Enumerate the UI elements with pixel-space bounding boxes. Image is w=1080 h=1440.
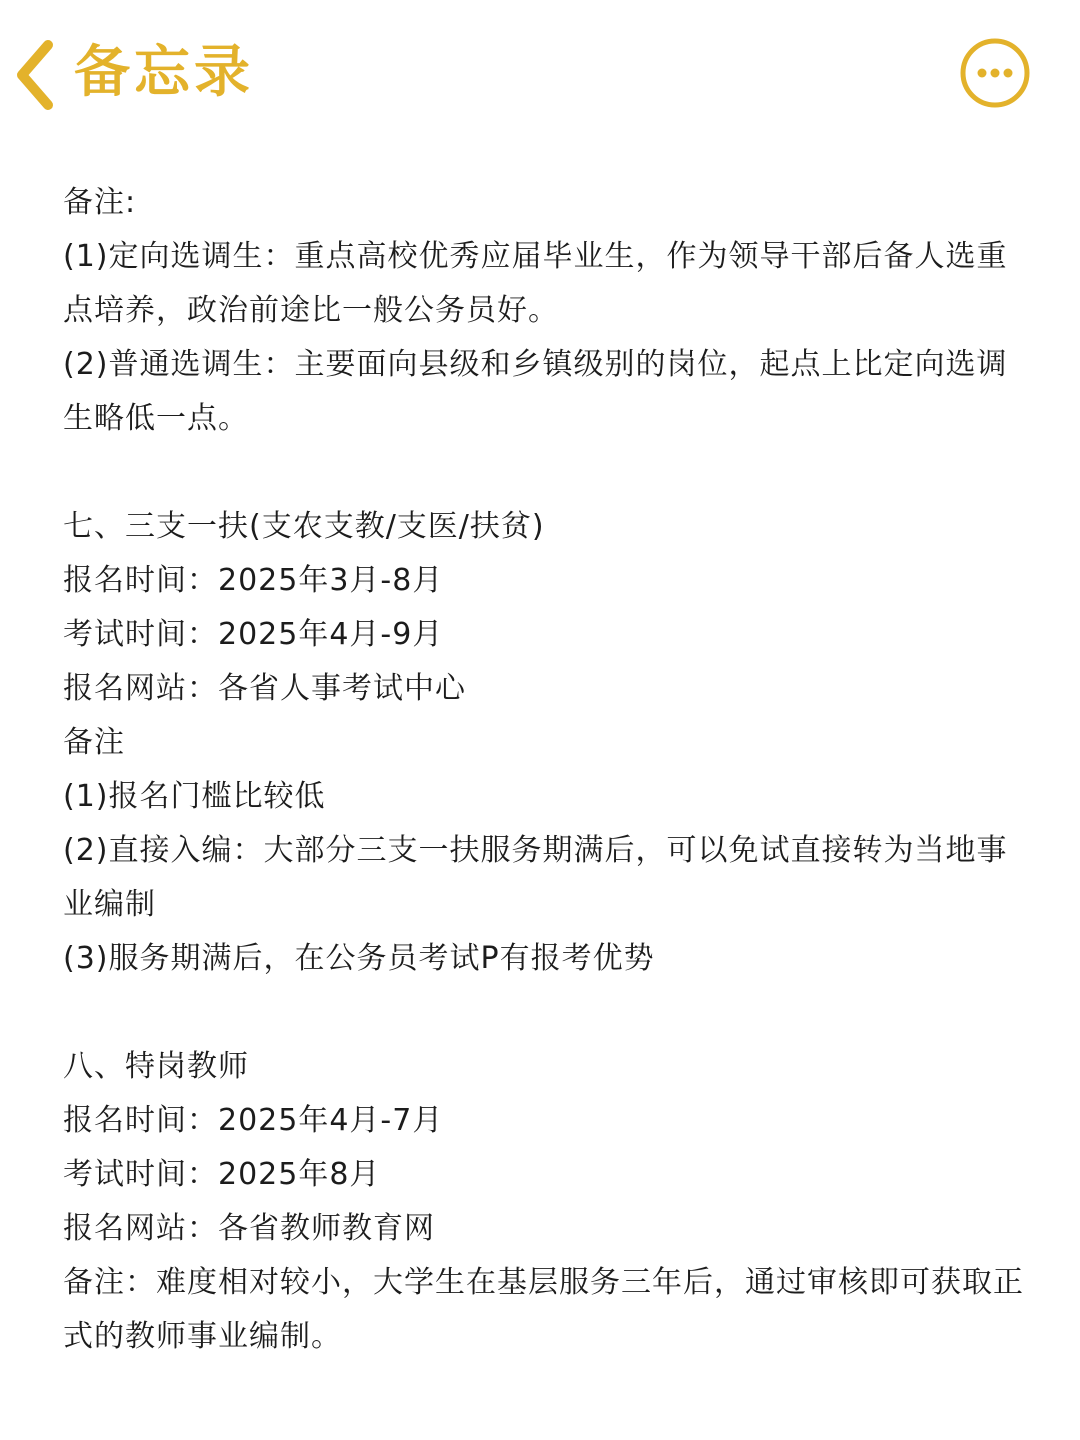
note-line: (2)普通选调生：主要面向县级和乡镇级别的岗位，起点上比定向选调	[63, 347, 1008, 382]
more-options-button[interactable]	[958, 36, 1032, 110]
back-button[interactable]	[10, 28, 254, 118]
note-line: 报名网站：各省教师教育网	[63, 1211, 435, 1246]
note-line: (3)服务期满后，在公务员考试P有报考优势	[63, 941, 655, 976]
note-line: 生略低一点。	[63, 401, 249, 436]
note-line: 报名时间：2025年3月-8月	[63, 563, 444, 598]
note-line: 考试时间：2025年8月	[63, 1157, 381, 1192]
back-title: 备忘录	[74, 40, 254, 105]
note-line: 报名时间：2025年4月-7月	[63, 1103, 444, 1138]
note-line: (1)定向选调生：重点高校优秀应届毕业生，作为领导干部后备人选重	[63, 239, 1008, 274]
note-blank-line	[63, 446, 1053, 500]
note-line: 考试时间：2025年4月-9月	[63, 617, 444, 652]
navigation-bar	[0, 0, 1080, 150]
note-line: (2)直接入编：大部分三支一扶服务期满后，可以免试直接转为当地事	[63, 833, 1008, 868]
note-blank-line	[63, 986, 1053, 1040]
note-line: 备注	[63, 725, 125, 760]
more-dots-icon	[958, 36, 1032, 110]
note-line: 备注：难度相对较小，大学生在基层服务三年后，通过审核即可获取正	[63, 1265, 1024, 1300]
note-content[interactable]	[63, 176, 1053, 1364]
note-line: 式的教师事业编制。	[63, 1319, 342, 1354]
note-line: 八、特岗教师	[63, 1049, 249, 1084]
note-line: 点培养，政治前途比一般公务员好。	[63, 293, 559, 328]
note-line: 七、三支一扶(支农支教/支医/扶贫)	[63, 509, 545, 544]
note-line: (1)报名门槛比较低	[63, 779, 326, 814]
note-line: 备注:	[63, 185, 137, 220]
note-line: 业编制	[63, 887, 156, 922]
chevron-left-icon	[10, 33, 60, 113]
note-line: 报名网站：各省人事考试中心	[63, 671, 466, 706]
